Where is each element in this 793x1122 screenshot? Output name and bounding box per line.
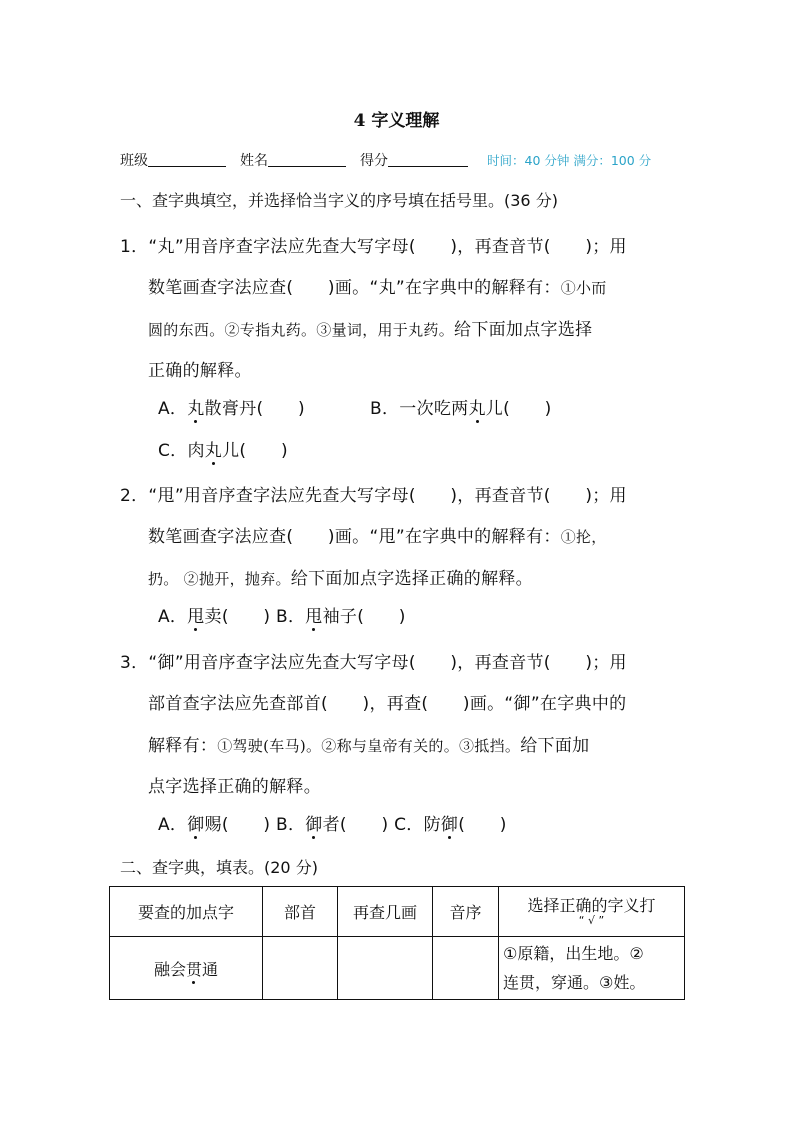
q1-line2-text: 数笔画查字法应查( )画。“丸”在字典中的解释有：	[148, 278, 561, 298]
answer-slot[interactable]: 赐( )	[204, 815, 271, 835]
q1-line4: 正确的解释。	[148, 361, 252, 381]
q1-instruction: 给下面加点字选择	[454, 320, 593, 340]
header-cell: 要查的加点字	[110, 887, 263, 937]
answer-slot[interactable]: 儿( )	[222, 441, 288, 461]
q3-line3-text: 解释有：	[148, 736, 218, 756]
q3-line4: 点字选择正确的解释。	[148, 777, 321, 797]
q2-definition-1: ①抡，	[560, 528, 607, 546]
radical-cell[interactable]	[263, 937, 338, 1000]
q1-option-a: A．丸散膏丹( )	[158, 394, 305, 419]
dotted-char: 甩	[187, 602, 204, 627]
table-header-row	[110, 887, 685, 937]
header-cell: 再查几画	[338, 887, 433, 937]
q3-instruction: 给下面加	[520, 736, 590, 756]
dictionary-table	[109, 886, 685, 1000]
meaning-line: ①原籍，出生地。②	[503, 944, 644, 963]
dotted-char: 御	[187, 810, 204, 835]
class-blank[interactable]	[148, 152, 226, 167]
class-label: 班级	[120, 153, 148, 169]
answer-slot[interactable]: 散膏丹( )	[204, 399, 305, 419]
dotted-char: 御	[441, 810, 458, 835]
name-blank[interactable]	[268, 152, 346, 167]
header-cell: 部首	[263, 887, 338, 937]
q3-line3	[148, 731, 589, 756]
section2-heading: 二、查字典，填表。(20 分)	[120, 858, 318, 877]
header-cell	[499, 887, 685, 937]
q3-definitions: ①驾驶(车马)。②称与皇帝有关的。③抵挡。	[217, 737, 521, 755]
table-row	[110, 937, 685, 1000]
answer-slot[interactable]: ( )	[458, 815, 507, 835]
dotted-char: 甩	[305, 602, 322, 627]
section1-heading: 一、查字典填空，并选择恰当字义的序号填在括号里。(36 分)	[120, 191, 558, 210]
q3-line1: 3．“御”用音序查字法应先查大写字母( )，再查音节( )；用	[120, 653, 627, 673]
initial-cell[interactable]	[433, 937, 499, 1000]
q3-line2: 部首查字法应先查部首( )，再查( )画。“御”在字典中的	[148, 694, 627, 714]
q2-options: A．甩卖( ) B．甩袖子( )	[158, 602, 406, 627]
dotted-char: 丸	[205, 436, 222, 461]
q1-line2	[148, 273, 607, 298]
q2-line2-text: 数笔画查字法应查( )画。“甩”在字典中的解释有：	[148, 527, 561, 547]
q1-line3	[148, 315, 592, 340]
q2-definitions: 扔。 ②抛开，抛弃。	[148, 570, 291, 588]
header-cell: 音序	[433, 887, 499, 937]
q1-option-c: C．肉丸儿( )	[158, 436, 288, 461]
answer-slot[interactable]: 者( )	[322, 815, 389, 835]
answer-slot[interactable]: 袖子( )	[322, 607, 406, 627]
dotted-char: 贯	[186, 957, 202, 980]
q2-line3	[148, 564, 533, 589]
header-text: 选择正确的字义打	[527, 895, 656, 915]
meaning-options-cell[interactable]	[499, 937, 685, 1000]
q2-instruction: 给下面加点字选择正确的解释。	[290, 569, 533, 589]
answer-slot[interactable]: 儿( )	[485, 399, 552, 419]
score-label: 得分	[360, 153, 388, 169]
q1-line1: 1．“丸”用音序查字法应先查大写字母( )，再查音节( )；用	[120, 237, 627, 257]
class-field	[120, 150, 226, 170]
name-label: 姓名	[240, 153, 268, 169]
page-title: 4 字义理解	[353, 111, 440, 131]
q1-definition-1: ①小而	[560, 279, 607, 297]
q1-option-b: B．一次吃两丸儿( )	[370, 394, 552, 419]
strokes-cell[interactable]	[338, 937, 433, 1000]
q1-definitions: 圆的东西。②专指丸药。③量词，用于丸药。	[148, 321, 455, 339]
score-blank[interactable]	[388, 152, 468, 167]
time-info: 时间：40 分钟 满分：100 分	[487, 153, 652, 168]
dotted-char: 丸	[187, 394, 204, 419]
checkmark-icon: “ √ ”	[578, 913, 605, 927]
answer-slot[interactable]: 卖( )	[204, 607, 271, 627]
q3-options: A．御赐( ) B．御者( ) C．防御( )	[158, 810, 507, 835]
score-field	[360, 150, 468, 170]
q2-line2	[148, 522, 607, 547]
q2-line1: 2．“甩”用音序查字法应先查大写字母( )，再查音节( )；用	[120, 486, 627, 506]
dotted-char: 丸	[468, 394, 485, 419]
word-cell: 融会贯通	[110, 937, 263, 1000]
dotted-char: 御	[305, 810, 322, 835]
name-field	[240, 150, 346, 170]
meaning-line: 连贯，穿通。③姓。	[503, 973, 646, 992]
